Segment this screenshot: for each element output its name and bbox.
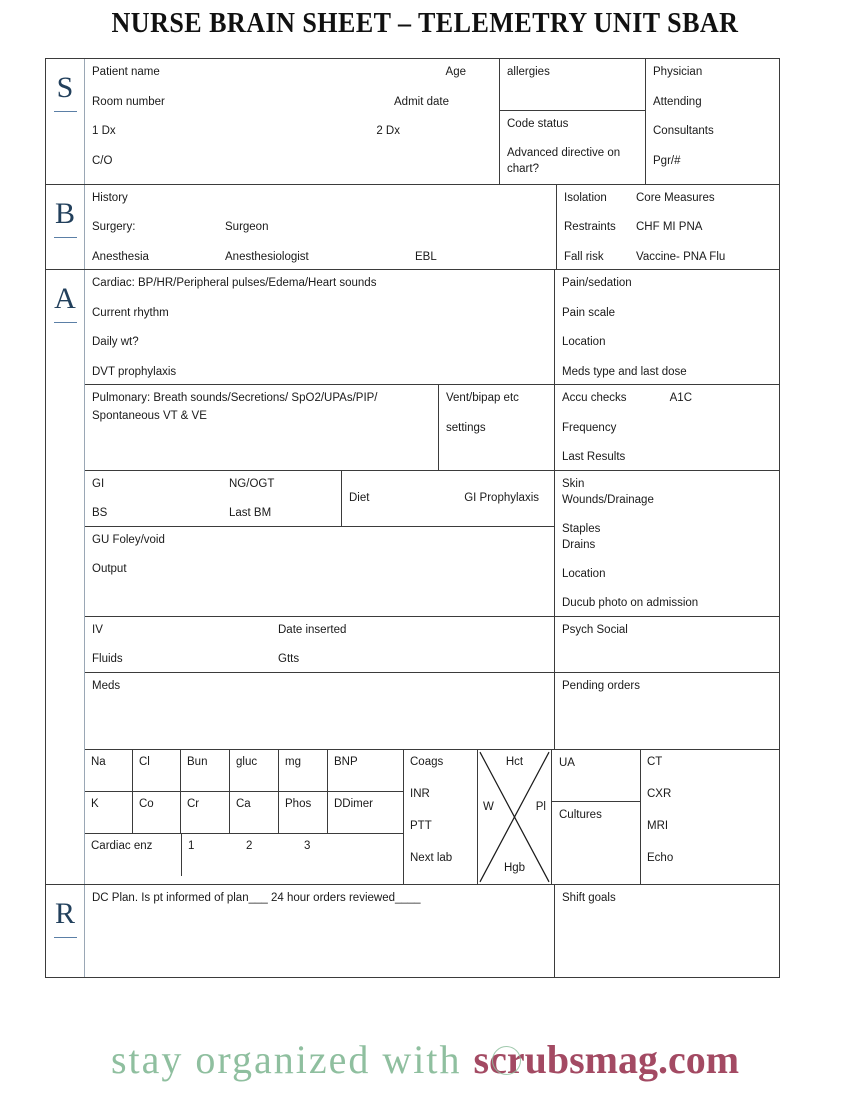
group-ua-cultures — [552, 750, 641, 884]
row-room-number — [92, 97, 492, 109]
label-gu: GU Foley/void — [92, 533, 165, 546]
lab-cell-gluc[interactable]: gluc — [230, 750, 279, 792]
row-gi — [85, 471, 554, 527]
label-mri: MRI — [647, 819, 669, 832]
lab-cell-k[interactable]: K — [85, 792, 133, 834]
cell-cultures[interactable] — [552, 802, 640, 884]
label-vent: Vent/bipap etc — [446, 392, 519, 405]
page-title: NURSE BRAIN SHEET – TELEMETRY UNIT SBAR — [111, 8, 739, 39]
enzyme-num-2: 2 — [246, 839, 253, 852]
lab-grid — [85, 750, 779, 884]
row-meds-pending — [85, 673, 779, 750]
chem-row-2 — [85, 792, 403, 834]
label-ng-ogt: NG/OGT — [229, 477, 275, 490]
label-skin: Skin — [562, 477, 585, 490]
label-platelets: Pl — [535, 800, 546, 813]
label-physician: Physician — [653, 66, 703, 78]
label-cardiac: Cardiac: BP/HR/Peripheral pulses/Edema/Heart sounds — [92, 277, 377, 290]
row-fall-risk — [564, 252, 772, 264]
footer-brand-text: scrubsmag.com — [473, 1037, 740, 1082]
label-bs: BS — [92, 507, 108, 520]
label-cultures: Cultures — [559, 808, 602, 821]
chem-row-cardiac-enzymes — [85, 834, 403, 876]
chemistry-grid — [85, 750, 404, 884]
label-wbc: W — [483, 800, 494, 813]
lab-cell-co[interactable]: Co — [133, 792, 181, 834]
label-psych-social: Psych Social — [562, 623, 628, 636]
row-pulmonary-glucose — [85, 385, 779, 471]
label-echo: Echo — [647, 851, 674, 864]
letter-underline — [54, 237, 77, 238]
row-gi-ngogt — [92, 479, 334, 491]
section-letter-s: S — [46, 59, 85, 184]
group-allergies-code — [500, 59, 646, 184]
cell-physician-team[interactable] — [646, 59, 779, 184]
label-drains: Drains — [562, 539, 596, 552]
label-patient-name: Patient name — [92, 66, 160, 78]
label-pain-location: Location — [562, 336, 606, 349]
cell-code-status[interactable] — [500, 111, 645, 184]
lab-cell-cr[interactable]: Cr — [181, 792, 230, 834]
label-hct: Hct — [505, 755, 524, 768]
label-ptt: PTT — [410, 819, 432, 832]
label-daily-wt: Daily wt? — [92, 336, 139, 349]
section-background — [46, 185, 779, 271]
label-wounds-drainage: Wounds/Drainage — [562, 494, 654, 507]
label-accu-checks: Accu checks — [562, 392, 627, 405]
lab-cell-cl[interactable]: Cl — [133, 750, 181, 792]
label-fluids: Fluids — [92, 653, 123, 666]
row-iv-psych — [85, 617, 779, 673]
cell-pulmonary[interactable] — [85, 385, 439, 470]
label-isolation: Isolation — [564, 191, 607, 204]
label-dc-plan: DC Plan. Is pt informed of plan___ 24 hour orders reviewed____ — [92, 891, 421, 904]
enzyme-num-3: 3 — [304, 839, 311, 852]
label-vaccine: Vaccine- PNA Flu — [636, 250, 726, 263]
label-consultants: Consultants — [653, 125, 714, 137]
cell-ua[interactable] — [552, 750, 640, 802]
row-restraints — [564, 222, 772, 234]
row-accu-checks — [562, 393, 772, 405]
cell-pain[interactable] — [555, 270, 779, 384]
cell-history-surgery[interactable] — [85, 185, 557, 270]
letter-underline — [54, 937, 77, 938]
label-admit-date: Admit date — [394, 95, 449, 108]
label-skin-location: Location — [562, 567, 606, 580]
sbar-form-table — [45, 58, 780, 978]
label-restraint-codes: CHF MI PNA — [636, 221, 703, 234]
cell-skin[interactable] — [555, 471, 779, 616]
lab-cell-ddimer[interactable]: DDimer — [328, 792, 403, 834]
label-surgeon: Surgeon — [225, 221, 269, 234]
cell-pending-orders[interactable] — [555, 673, 779, 749]
letter-underline — [54, 322, 77, 323]
label-iv: IV — [92, 623, 103, 636]
cell-coags[interactable] — [404, 750, 478, 884]
label-allergies: allergies — [507, 66, 550, 78]
label-pulmonary-line2: Spontaneous VT & VE — [92, 409, 207, 422]
label-anesthesiologist: Anesthesiologist — [225, 250, 309, 263]
section-assessment — [46, 270, 779, 885]
label-ua: UA — [559, 756, 575, 769]
section-letter-b: B — [46, 185, 85, 270]
cell-diet[interactable] — [342, 471, 554, 526]
footer-brand[interactable] — [474, 1037, 740, 1082]
label-cxr: CXR — [647, 787, 672, 800]
footer-tagline: stay organized with — [110, 1037, 474, 1082]
label-hgb: Hgb — [503, 861, 526, 874]
label-meds-type-last-dose: Meds type and last dose — [562, 365, 687, 378]
label-meds: Meds — [92, 679, 121, 692]
row-bs-lastbm — [92, 508, 334, 520]
cell-psych-social[interactable] — [555, 617, 779, 672]
label-last-bm: Last BM — [229, 507, 272, 520]
lab-cell-bnp[interactable]: BNP — [328, 750, 403, 792]
label-current-rhythm: Current rhythm — [92, 306, 169, 319]
label-fall-risk: Fall risk — [564, 250, 604, 263]
cell-iv[interactable] — [85, 617, 555, 672]
label-pulmonary-line1: Pulmonary: Breath sounds/Secretions/ SpO2/UPAs/PIP/ — [92, 392, 378, 405]
row-anesthesia — [92, 252, 549, 264]
cell-glucose[interactable] — [555, 385, 779, 470]
label-pain-scale: Pain scale — [562, 306, 616, 319]
lab-cell-mg[interactable]: mg — [279, 750, 328, 792]
lab-cell-bun[interactable]: Bun — [181, 750, 230, 792]
footer-watermark — [0, 1036, 850, 1083]
letter-underline — [54, 111, 77, 112]
lab-cell-enzyme-numbers[interactable] — [182, 834, 403, 876]
label-dx-1: 1 Dx — [92, 125, 116, 137]
lab-cell-na[interactable]: Na — [85, 750, 133, 792]
label-dx-2: 2 Dx — [376, 125, 400, 137]
label-ducub-photo: Ducub photo on admission — [562, 597, 699, 610]
label-a1c: A1C — [669, 392, 692, 405]
label-gi-prophylaxis: GI Prophylaxis — [464, 491, 539, 504]
label-output: Output — [92, 563, 127, 576]
cell-shift-goals[interactable] — [555, 885, 779, 977]
section-letter-a: A — [46, 270, 85, 884]
cell-gi[interactable] — [85, 471, 342, 526]
label-code-status: Code status — [507, 118, 569, 130]
cell-imaging[interactable] — [641, 750, 779, 884]
label-pain-sedation: Pain/sedation — [562, 277, 632, 290]
label-pending-orders: Pending orders — [562, 679, 640, 692]
label-staples: Staples — [562, 522, 601, 535]
lab-cell-phos[interactable]: Phos — [279, 792, 328, 834]
cell-vent[interactable] — [439, 385, 555, 470]
label-gtts: Gtts — [278, 653, 300, 666]
lab-cell-ca[interactable]: Ca — [230, 792, 279, 834]
label-surgery: Surgery: — [92, 221, 136, 234]
label-next-lab: Next lab — [410, 851, 453, 864]
section-situation — [46, 59, 779, 185]
label-date-inserted: Date inserted — [278, 623, 347, 636]
label-vent-settings: settings — [446, 421, 486, 434]
label-ct: CT — [647, 755, 663, 768]
row-fluids-gtts — [92, 654, 547, 666]
cell-allergies[interactable] — [500, 59, 645, 111]
label-shift-goals: Shift goals — [562, 891, 616, 904]
cell-gu[interactable] — [85, 527, 554, 616]
label-inr: INR — [410, 787, 430, 800]
cell-patient-identifiers[interactable] — [85, 59, 500, 184]
label-dvt-prophylaxis: DVT prophylaxis — [92, 365, 177, 378]
cell-dc-plan[interactable] — [85, 885, 555, 977]
label-restraints: Restraints — [564, 221, 616, 234]
label-core-measures: Core Measures — [636, 191, 715, 204]
cell-meds[interactable] — [85, 673, 555, 749]
label-history: History — [92, 191, 128, 204]
label-advanced-directive: Advanced directive on chart? — [507, 146, 621, 176]
label-gi: GI — [92, 477, 105, 490]
section-recommendation — [46, 885, 779, 977]
label-last-results: Last Results — [562, 451, 626, 464]
section-letter-r: R — [46, 885, 85, 977]
row-gi-gu-skin — [85, 471, 779, 617]
chem-row-1 — [85, 750, 403, 792]
row-diagnoses — [92, 126, 492, 138]
enzyme-num-1: 1 — [188, 839, 195, 852]
label-coags: Coags — [410, 755, 444, 768]
row-patient-name — [92, 67, 492, 79]
label-diet: Diet — [349, 491, 370, 504]
label-attending: Attending — [653, 95, 702, 108]
label-pager: Pgr/# — [653, 154, 681, 167]
cbc-fishbone-diagram[interactable] — [478, 750, 552, 884]
cell-cardiac[interactable] — [85, 270, 555, 384]
label-anesthesia: Anesthesia — [92, 250, 149, 263]
label-room-number: Room number — [92, 95, 165, 108]
label-ebl: EBL — [415, 250, 437, 263]
row-surgery — [92, 222, 549, 234]
row-cardiac-pain — [85, 270, 779, 385]
row-isolation — [564, 193, 772, 205]
label-chief-complaint: C/O — [92, 154, 113, 167]
lab-cell-cardiac-enz[interactable]: Cardiac enz — [85, 834, 182, 876]
label-age: Age — [445, 66, 466, 78]
circle-highlight-icon — [492, 1046, 521, 1075]
row-iv-date — [92, 625, 547, 637]
cell-isolation-risk[interactable] — [557, 185, 779, 270]
label-frequency: Frequency — [562, 421, 617, 434]
